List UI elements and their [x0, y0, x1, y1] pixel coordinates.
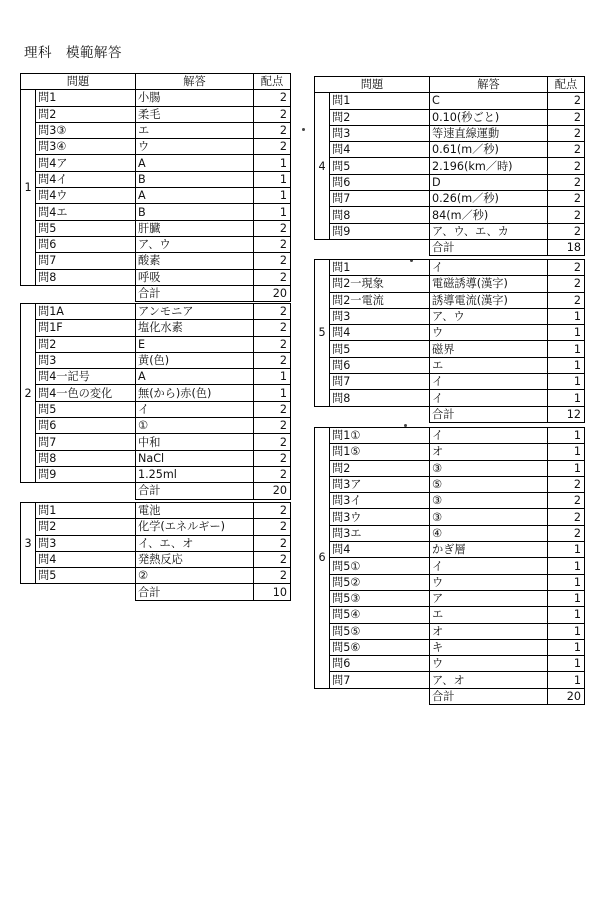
total-spacer	[21, 584, 136, 600]
question-cell: 問4	[330, 142, 430, 158]
answer-cell: B	[136, 171, 254, 187]
points-cell: 1	[548, 558, 585, 574]
table-row	[21, 434, 291, 450]
points-cell: 2	[254, 352, 291, 368]
points-cell: 1	[548, 623, 585, 639]
points-cell: 2	[548, 276, 585, 292]
total-points: 20	[548, 688, 585, 704]
answer-cell: エ	[430, 607, 548, 623]
table-row	[21, 352, 291, 368]
table-row	[21, 519, 291, 535]
points-cell: 1	[548, 325, 585, 341]
answer-cell: 電池	[136, 503, 254, 519]
answer-cell: 磁界	[430, 341, 548, 357]
table-row	[21, 155, 291, 171]
question-cell: 問5⑤	[330, 623, 430, 639]
total-points: 10	[254, 584, 291, 600]
points-cell: 2	[254, 106, 291, 122]
answer-cell: 電磁誘導(漢字)	[430, 276, 548, 292]
answer-table-1	[20, 73, 291, 302]
answer-cell: イ	[430, 428, 548, 444]
section-number: 2	[21, 304, 36, 483]
points-cell: 2	[548, 93, 585, 109]
answer-cell: 等速直線運動	[430, 125, 548, 141]
points-cell: 2	[254, 503, 291, 519]
answer-cell: ①	[136, 418, 254, 434]
table-row	[315, 672, 585, 688]
points-cell: 2	[548, 223, 585, 239]
question-cell: 問5③	[330, 590, 430, 606]
answer-cell: ウ	[430, 574, 548, 590]
table-row	[315, 158, 585, 174]
total-spacer	[21, 483, 136, 499]
points-cell: 2	[548, 493, 585, 509]
points-cell: 2	[254, 336, 291, 352]
points-cell: 2	[254, 418, 291, 434]
question-cell: 問1⑤	[330, 444, 430, 460]
question-cell: 問3ア	[330, 476, 430, 492]
question-cell: 問6	[36, 418, 136, 434]
table-row	[21, 220, 291, 236]
question-cell: 問1	[330, 260, 430, 276]
points-cell: 2	[548, 158, 585, 174]
table-row	[315, 260, 585, 276]
question-cell: 問4一記号	[36, 369, 136, 385]
answer-cell: ア、ウ、エ、カ	[430, 223, 548, 239]
question-cell: 問5④	[330, 607, 430, 623]
total-spacer	[21, 285, 136, 301]
points-cell: 1	[548, 607, 585, 623]
question-cell: 問2	[36, 106, 136, 122]
answer-cell: A	[136, 188, 254, 204]
points-cell: 2	[548, 525, 585, 541]
points-cell: 2	[254, 220, 291, 236]
answer-cell: かぎ層	[430, 542, 548, 558]
question-cell: 問7	[36, 434, 136, 450]
points-cell: 1	[548, 428, 585, 444]
question-cell: 問8	[36, 450, 136, 466]
table-row	[315, 308, 585, 324]
answer-cell: ③	[430, 509, 548, 525]
question-cell: 問4一色の変化	[36, 385, 136, 401]
answer-cell: 1.25ml	[136, 466, 254, 482]
points-cell: 2	[254, 434, 291, 450]
table-row	[315, 639, 585, 655]
table-row	[21, 535, 291, 551]
points-cell: 1	[548, 390, 585, 406]
total-row	[21, 584, 291, 600]
points-cell: 1	[548, 341, 585, 357]
answer-cell: ア、オ	[430, 672, 548, 688]
points-cell: 2	[254, 139, 291, 155]
table-row	[315, 325, 585, 341]
answer-cell: 柔毛	[136, 106, 254, 122]
table-row	[21, 336, 291, 352]
question-cell: 問7	[330, 191, 430, 207]
answer-cell: ④	[430, 525, 548, 541]
answer-cell: B	[136, 204, 254, 220]
section-number: 6	[315, 428, 330, 689]
header-answer: 解答	[136, 74, 254, 90]
points-cell: 2	[548, 142, 585, 158]
points-cell: 1	[548, 357, 585, 373]
question-cell: 問5②	[330, 574, 430, 590]
header-row	[315, 77, 585, 93]
points-cell: 2	[548, 476, 585, 492]
answer-cell: ②	[136, 568, 254, 584]
total-label: 合計	[136, 285, 254, 301]
question-cell: 問3④	[36, 139, 136, 155]
question-cell: 問3	[36, 535, 136, 551]
total-label: 合計	[430, 406, 548, 422]
points-cell: 2	[548, 174, 585, 190]
question-cell: 問2一電流	[330, 292, 430, 308]
table-row	[21, 188, 291, 204]
table-row	[315, 341, 585, 357]
answer-cell: 塩化水素	[136, 320, 254, 336]
points-cell: 1	[254, 171, 291, 187]
question-cell: 問1	[36, 503, 136, 519]
answer-cell: 0.61(m／秒)	[430, 142, 548, 158]
question-cell: 問5	[330, 341, 430, 357]
answer-cell: NaCl	[136, 450, 254, 466]
points-cell: 2	[548, 292, 585, 308]
answer-cell: A	[136, 369, 254, 385]
total-label: 合計	[430, 239, 548, 255]
answer-cell: ウ	[430, 325, 548, 341]
table-row	[315, 207, 585, 223]
answer-cell: イ	[430, 390, 548, 406]
question-cell: 問6	[36, 236, 136, 252]
table-row	[21, 418, 291, 434]
table-row	[21, 385, 291, 401]
points-cell: 2	[254, 122, 291, 138]
answer-cell: アンモニア	[136, 304, 254, 320]
points-cell: 2	[548, 109, 585, 125]
total-label: 合計	[430, 688, 548, 704]
question-cell: 問2	[330, 109, 430, 125]
answer-table-4	[314, 76, 585, 256]
question-cell: 問6	[330, 174, 430, 190]
table-row	[315, 357, 585, 373]
question-cell: 問1F	[36, 320, 136, 336]
answer-cell: オ	[430, 444, 548, 460]
points-cell: 1	[548, 460, 585, 476]
question-cell: 問2	[330, 460, 430, 476]
question-cell: 問1	[36, 90, 136, 106]
answer-table-3	[20, 502, 291, 601]
question-cell: 問4エ	[36, 204, 136, 220]
table-row	[315, 374, 585, 390]
total-spacer	[315, 239, 430, 255]
question-cell: 問3イ	[330, 493, 430, 509]
header-row	[21, 74, 291, 90]
answer-cell: イ	[430, 260, 548, 276]
total-spacer	[315, 688, 430, 704]
scan-speck	[302, 128, 305, 131]
table-row	[21, 551, 291, 567]
section-number: 4	[315, 93, 330, 240]
table-row	[315, 590, 585, 606]
answer-cell: A	[136, 155, 254, 171]
table-row	[315, 444, 585, 460]
question-cell: 問3	[330, 125, 430, 141]
points-cell: 1	[548, 590, 585, 606]
total-label: 合計	[136, 483, 254, 499]
table-row	[21, 204, 291, 220]
table-row	[315, 142, 585, 158]
points-cell: 2	[254, 236, 291, 252]
question-cell: 問2	[36, 336, 136, 352]
question-cell: 問9	[36, 466, 136, 482]
total-label: 合計	[136, 584, 254, 600]
answer-cell: 発熱反応	[136, 551, 254, 567]
points-cell: 2	[254, 320, 291, 336]
question-cell: 問4ア	[36, 155, 136, 171]
answer-cell: イ、エ、オ	[136, 535, 254, 551]
points-cell: 1	[548, 374, 585, 390]
answer-cell: ③	[430, 493, 548, 509]
answer-cell: イ	[136, 401, 254, 417]
points-cell: 2	[254, 568, 291, 584]
question-cell: 問5	[330, 158, 430, 174]
points-cell: 2	[254, 535, 291, 551]
points-cell: 2	[254, 90, 291, 106]
answer-cell: キ	[430, 639, 548, 655]
table-row	[21, 171, 291, 187]
points-cell: 2	[254, 304, 291, 320]
answer-cell: 化学(エネルギー)	[136, 519, 254, 535]
answer-cell: ③	[430, 460, 548, 476]
question-cell: 問5⑥	[330, 639, 430, 655]
points-cell: 1	[548, 672, 585, 688]
answer-cell: ア、ウ	[430, 308, 548, 324]
points-cell: 1	[254, 369, 291, 385]
table-row	[21, 450, 291, 466]
points-cell: 2	[254, 551, 291, 567]
question-cell: 問3	[330, 308, 430, 324]
total-row	[21, 285, 291, 301]
question-cell: 問5	[36, 401, 136, 417]
points-cell: 1	[254, 188, 291, 204]
table-row	[21, 369, 291, 385]
table-row	[315, 109, 585, 125]
header-points: 配点	[548, 77, 585, 93]
points-cell: 2	[254, 253, 291, 269]
question-cell: 問5	[36, 568, 136, 584]
table-row	[21, 90, 291, 106]
answer-cell: 肝臓	[136, 220, 254, 236]
points-cell: 2	[548, 207, 585, 223]
answer-cell: ウ	[136, 139, 254, 155]
table-row	[21, 304, 291, 320]
answer-cell: 84(m／秒)	[430, 207, 548, 223]
table-row	[315, 428, 585, 444]
table-row	[21, 568, 291, 584]
header-points: 配点	[254, 74, 291, 90]
question-cell: 問7	[330, 374, 430, 390]
table-row	[315, 223, 585, 239]
table-row	[21, 253, 291, 269]
table-row	[315, 390, 585, 406]
answer-cell: 2.196(km／時)	[430, 158, 548, 174]
points-cell: 1	[254, 155, 291, 171]
points-cell: 2	[254, 519, 291, 535]
points-cell: 2	[548, 509, 585, 525]
points-cell: 2	[548, 191, 585, 207]
answer-cell: ア、ウ	[136, 236, 254, 252]
total-points: 20	[254, 285, 291, 301]
points-cell: 2	[254, 450, 291, 466]
table-row	[315, 607, 585, 623]
question-cell: 問1A	[36, 304, 136, 320]
table-row	[21, 401, 291, 417]
section-number: 1	[21, 90, 36, 286]
table-row	[315, 174, 585, 190]
answer-cell: C	[430, 93, 548, 109]
points-cell: 1	[548, 656, 585, 672]
question-cell: 問4	[36, 551, 136, 567]
table-row	[315, 493, 585, 509]
answer-cell: 酸素	[136, 253, 254, 269]
answer-cell: 0.26(m／秒)	[430, 191, 548, 207]
points-cell: 1	[548, 308, 585, 324]
table-row	[315, 276, 585, 292]
question-cell: 問1①	[330, 428, 430, 444]
total-spacer	[315, 406, 430, 422]
total-row	[315, 688, 585, 704]
points-cell: 2	[548, 125, 585, 141]
page-title: 理科 模範解答	[24, 45, 122, 61]
question-cell: 問1	[330, 93, 430, 109]
table-row	[315, 292, 585, 308]
points-cell: 2	[254, 269, 291, 285]
answer-cell: 呼吸	[136, 269, 254, 285]
table-row	[21, 503, 291, 519]
question-cell: 問4イ	[36, 171, 136, 187]
question-cell: 問5①	[330, 558, 430, 574]
points-cell: 1	[254, 204, 291, 220]
table-row	[315, 93, 585, 109]
header-answer: 解答	[430, 77, 548, 93]
question-cell: 問4	[330, 542, 430, 558]
table-row	[315, 558, 585, 574]
question-cell: 問8	[330, 207, 430, 223]
table-row	[21, 139, 291, 155]
answer-cell: ⑤	[430, 476, 548, 492]
points-cell: 1	[254, 385, 291, 401]
answer-cell: D	[430, 174, 548, 190]
total-points: 12	[548, 406, 585, 422]
table-row	[315, 525, 585, 541]
answer-cell: 無(から)赤(色)	[136, 385, 254, 401]
question-cell: 問7	[36, 253, 136, 269]
answer-cell: 黄(色)	[136, 352, 254, 368]
total-row	[315, 239, 585, 255]
table-row	[315, 574, 585, 590]
answer-cell: イ	[430, 374, 548, 390]
answer-cell: ウ	[430, 656, 548, 672]
answer-table-5	[314, 259, 585, 423]
table-row	[315, 623, 585, 639]
question-cell: 問3エ	[330, 525, 430, 541]
question-cell: 問3ウ	[330, 509, 430, 525]
table-row	[315, 542, 585, 558]
table-row	[315, 191, 585, 207]
question-cell: 問2	[36, 519, 136, 535]
total-row	[315, 406, 585, 422]
header-question: 問題	[315, 77, 430, 93]
question-cell: 問2一現象	[330, 276, 430, 292]
answer-cell: 0.10(秒ごと)	[430, 109, 548, 125]
table-row	[21, 269, 291, 285]
answer-cell: エ	[430, 357, 548, 373]
table-row	[315, 656, 585, 672]
total-points: 18	[548, 239, 585, 255]
answer-cell: E	[136, 336, 254, 352]
table-row	[21, 466, 291, 482]
question-cell: 問3	[36, 352, 136, 368]
points-cell: 1	[548, 444, 585, 460]
table-row	[21, 320, 291, 336]
question-cell: 問6	[330, 357, 430, 373]
answer-table-6	[314, 427, 585, 705]
points-cell: 1	[548, 542, 585, 558]
answer-cell: ア	[430, 590, 548, 606]
question-cell: 問5	[36, 220, 136, 236]
total-row	[21, 483, 291, 499]
answer-cell: オ	[430, 623, 548, 639]
section-number: 5	[315, 260, 330, 407]
question-cell: 問6	[330, 656, 430, 672]
points-cell: 1	[548, 574, 585, 590]
table-row	[21, 106, 291, 122]
answer-cell: 中和	[136, 434, 254, 450]
question-cell: 問9	[330, 223, 430, 239]
table-row	[315, 476, 585, 492]
section-number: 3	[21, 503, 36, 584]
table-row	[315, 125, 585, 141]
answer-cell: 誘導電流(漢字)	[430, 292, 548, 308]
header-question: 問題	[21, 74, 136, 90]
question-cell: 問3③	[36, 122, 136, 138]
answer-cell: イ	[430, 558, 548, 574]
table-row	[21, 236, 291, 252]
table-row	[315, 509, 585, 525]
answer-cell: 小腸	[136, 90, 254, 106]
question-cell: 問4ウ	[36, 188, 136, 204]
question-cell: 問4	[330, 325, 430, 341]
table-row	[21, 122, 291, 138]
answer-table-2	[20, 303, 291, 500]
answer-cell: エ	[136, 122, 254, 138]
table-row	[315, 460, 585, 476]
question-cell: 問8	[36, 269, 136, 285]
question-cell: 問8	[330, 390, 430, 406]
points-cell: 1	[548, 639, 585, 655]
question-cell: 問7	[330, 672, 430, 688]
total-points: 20	[254, 483, 291, 499]
points-cell: 2	[254, 401, 291, 417]
points-cell: 2	[548, 260, 585, 276]
points-cell: 2	[254, 466, 291, 482]
